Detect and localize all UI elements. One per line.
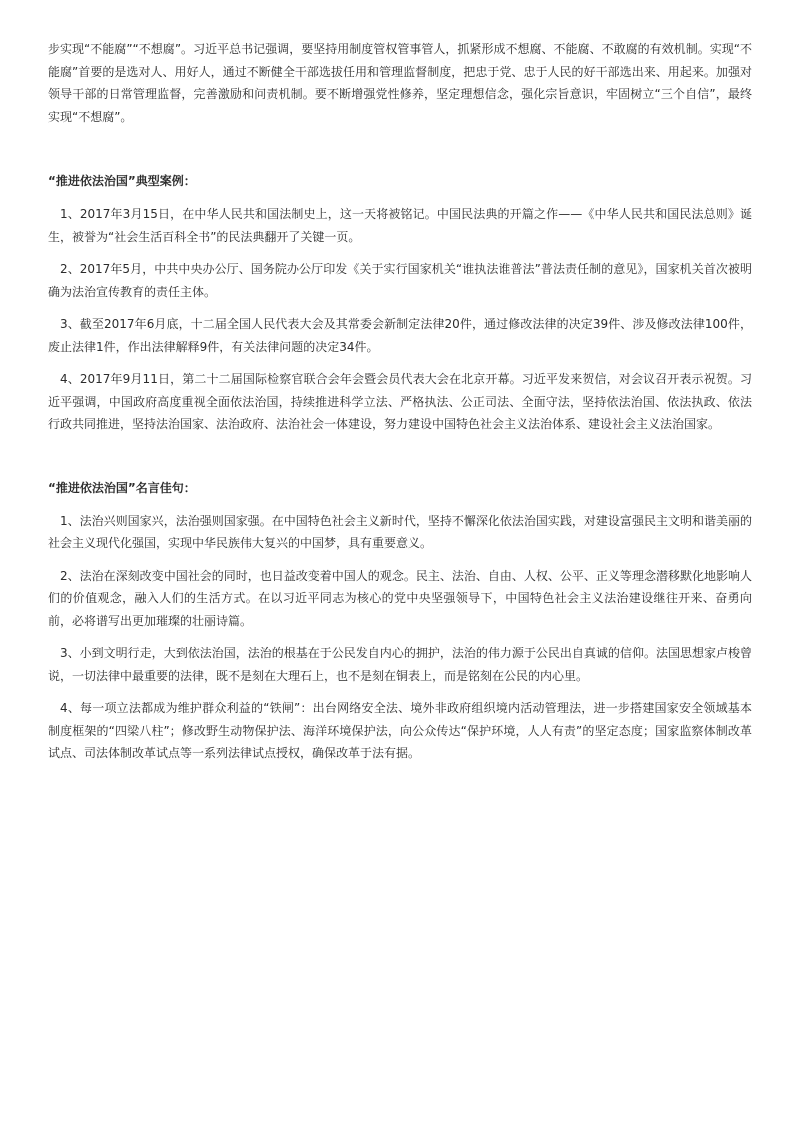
case-item-2: 2、2017年5月，中共中央办公厅、国务院办公厅印发《关于实行国家机关“谁执法谁普法”普法责任制的意见》，国家机关首次被明确为法治宣传教育的责任主体。 (48, 262, 752, 299)
quotes-heading: “推进依法治国”名言佳句： (48, 480, 196, 495)
cases-heading: “推进依法治国”典型案例： (48, 174, 196, 188)
case-item-1: 1、2017年3月15日，在中华人民共和国法制史上，这一天将被铭记。中国民法典的开篇之作——《中华人民共和国民法总则》诞生，被誉为“社会生活百科全书”的民法典翻开了关键一页。 (48, 207, 752, 244)
quote-item-1: 1、法治兴则国家兴，法治强则国家强。在中国特色社会主义新时代，坚持不懈深化依法治国实践，对建设富强民主文明和谐美丽的社会主义现代化强国，实现中华民族伟大复兴的中国梦，具有重要意义。 (48, 513, 752, 550)
intro-paragraph: 步实现“不能腐”“不想腐”。习近平总书记强调，要坚持用制度管权管事管人，抓紧形成不想腐、不能腐、不敢腐的有效机制。实现“不能腐”首要的是选对人、用好人，通过不断健全干部选拔任用和管理监督制度，把忠于党、忠于人民的好干部选出来、用起来。加强对领导干部的日常管理监督，完善激励和问责机制。要不断增强党性修养，坚定理想信念，强化宗旨意识，牢固树立“三个自信”，最终实现“不想腐”。 (48, 42, 752, 124)
quote-item-2: 2、法治在深刻改变中国社会的同时，也日益改变着中国人的观念。民主、法治、自由、人权、公平、正义等理念潜移默化地影响人们的价值观念，融入人们的生活方式。在以习近平同志为核心的党中央坚强领导下，中国特色社会主义法治建设继往开来、奋勇向前，必将谱写出更加璀璨的壮丽诗篇。 (48, 568, 752, 628)
case-item-4: 4、2017年9月11日，第二十二届国际检察官联合会年会暨会员代表大会在北京开幕。习近平发来贺信，对会议召开表示祝贺。习近平强调，中国政府高度重视全面依法治国，持续推进科学立法、严格执法、公正司法、全面守法，坚持依法治国、依法执政、依法行政共同推进，坚持法治国家、法治政府、法治社会一体建设，努力建设中国特色社会主义法治体系、建设社会主义法治国家。 (48, 372, 752, 431)
quote-item-3: 3、小到文明行走，大到依法治国，法治的根基在于公民发自内心的拥护，法治的伟力源于公民出自真诚的信仰。法国思想家卢梭曾说，一切法律中最重要的法律，既不是刻在大理石上，也不是刻在铜表上，而是铭刻在公民的内心里。 (48, 646, 752, 683)
quote-item-4: 4、每一项立法都成为维护群众利益的“铁闸”：出台网络安全法、境外非政府组织境内活动管理法，进一步搭建国家安全领域基本制度框架的“四梁八柱”；修改野生动物保护法、海洋环境保护法，向公众传达“保护环境，人人有责”的坚定态度；国家监察体制改革试点、司法体制改革试点等一系列法律试点授权，确保改革于法有据。 (48, 701, 752, 760)
case-item-3: 3、截至2017年6月底，十二届全国人民代表大会及其常委会新制定法律20件，通过修改法律的决定39件、涉及修改法律100件，废止法律1件，作出法律解释9件，有关法律问题的决定34件。 (48, 317, 752, 354)
